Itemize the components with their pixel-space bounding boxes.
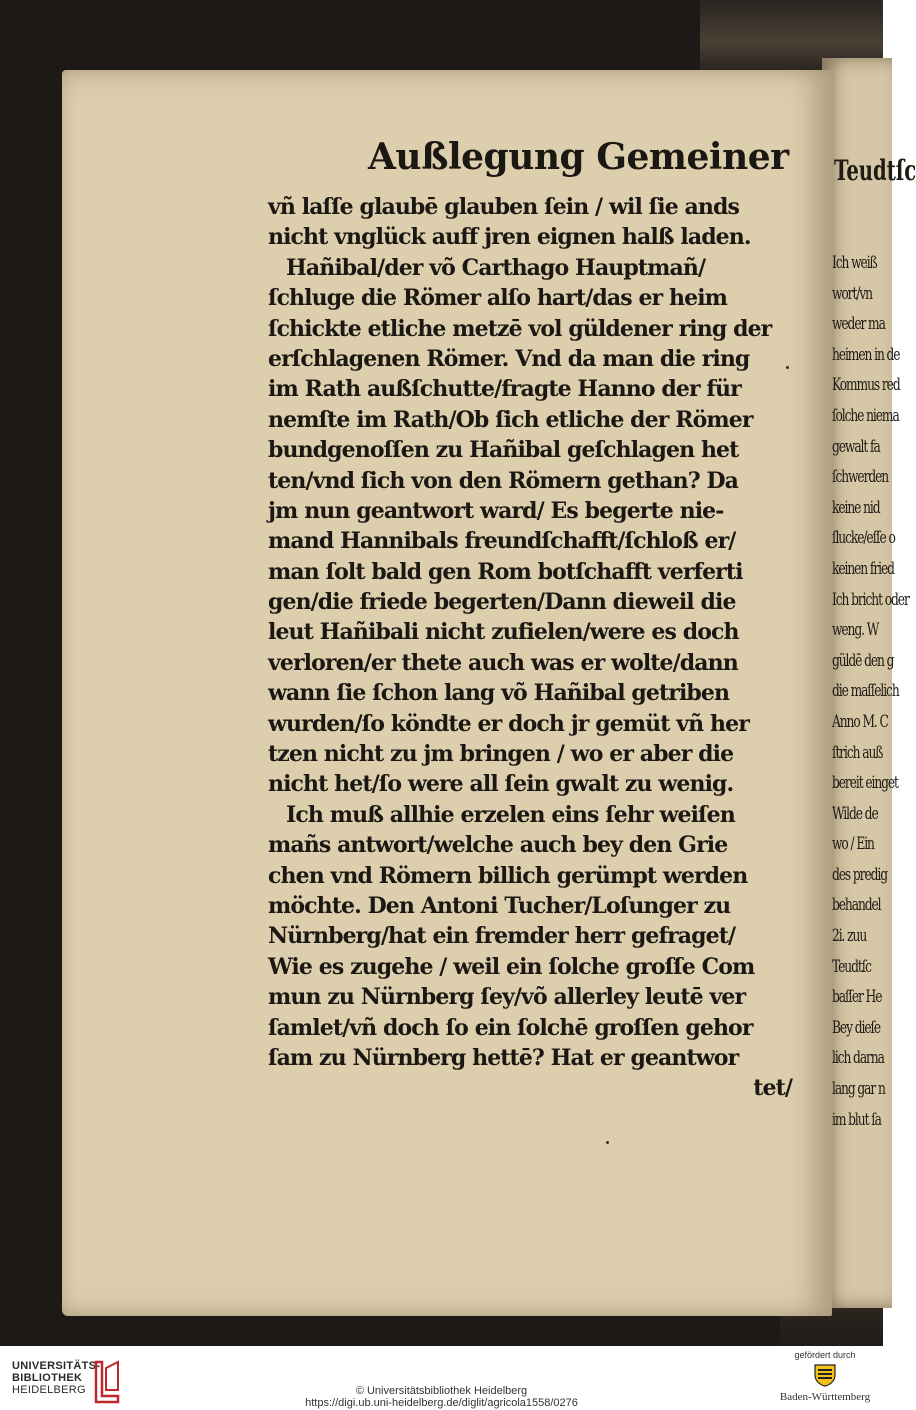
facing-text-line: lang gar n [832, 1079, 885, 1100]
text-line: ſchickte etliche metzē vol güldener ring der [268, 315, 772, 342]
library-name-line3: HEIDELBERG [12, 1384, 86, 1396]
text-line: mun zu Nürnberg ſey/võ allerley leutē ver [268, 984, 746, 1011]
page-text [268, 192, 794, 1104]
text-line: gen/die friede begerten/Dann dieweil die [268, 589, 736, 616]
funded-by-label: gefördert durch [794, 1350, 856, 1360]
ink-speck [606, 1141, 609, 1144]
facing-text-line: im blut ſa [832, 1109, 881, 1130]
text-line: man ſolt bald gen Rom botſchafft verferti [268, 558, 743, 585]
text-line: möchte. Den Antoni Tucher/Loſunger zu [268, 892, 731, 919]
text-line: jm nun geantwort ward/ Es begerte nie- [268, 497, 724, 524]
facing-text-line: Ich weiß [832, 253, 877, 273]
facing-text-line: ſolche niema [832, 405, 899, 426]
text-line: nemſte im Rath/Ob ſich etliche der Römer [268, 406, 753, 433]
facing-text-line: Teudtſc [832, 956, 871, 977]
text-line: Nürnberg/hat ein fremder herr gefraget/ [268, 923, 736, 950]
text-line: nicht het/ſo were all ſein gwalt zu wenig. [268, 771, 734, 798]
copyright-text: © Universitätsbibliothek Heidelberg [355, 1385, 528, 1397]
facing-page [822, 58, 916, 1308]
text-line: im Rath außſchutte/fragte Hanno der für [268, 376, 741, 403]
facing-text-line: wo / Ein [832, 834, 874, 855]
ink-speck [786, 366, 789, 369]
text-line: vñ laſſe glaubē glauben ſein / wil ſie ands [268, 194, 739, 220]
facing-page-text [832, 248, 909, 1135]
text-line: ſchluge die Römer alſo hart/das er heim [268, 285, 728, 312]
text-line: leut Hañibali nicht zufielen/were es doch [268, 619, 739, 646]
text-line: verloren/er thete auch was er wolte/dann [268, 649, 738, 676]
text-line: chen vnd Römern billich gerümpt werden [268, 862, 748, 889]
facing-text-line: Bey dieſe [832, 1017, 881, 1038]
facing-text-line: behandel [832, 895, 881, 916]
funder-name: Baden-Württemberg [779, 1391, 871, 1403]
text-line: mand Hannibals freundſchafft/ſchloß er/ [268, 528, 736, 555]
facing-text-line: Kommus red [832, 375, 900, 396]
facing-text-line: ſtrich auß [832, 742, 883, 763]
facing-text-line: wort/vn [832, 283, 872, 304]
library-name-line1: UNIVERSITÄTS- [12, 1360, 101, 1372]
text-line: nicht vnglück auff jren eignen halß laden. [268, 224, 751, 251]
text-line: wann ſie ſchon lang võ Hañibal getriben [268, 680, 730, 707]
facing-text-line: ſchwerden [832, 467, 889, 488]
text-line: Wie es zugehe / weil ein ſolche groſſe Com [268, 953, 755, 980]
bw-coat-of-arms-icon [812, 1363, 838, 1387]
facing-text-line: weng. W [832, 620, 879, 641]
facing-text-line: keinen fried [832, 558, 894, 579]
facing-text-line: lich darna [832, 1048, 884, 1069]
facing-text-line: bereit einget [832, 773, 898, 794]
facing-text-line: Anno M. C [832, 711, 888, 732]
facing-text-line: 2i. zuu [832, 926, 867, 947]
facing-text-line: des predig [832, 864, 887, 885]
text-line: Ich muß allhie erzelen eins ſehr weiſen [286, 801, 735, 828]
library-name-line2: BIBLIOTHEK [12, 1372, 83, 1384]
facing-text-line: keine nid [832, 497, 880, 518]
facing-text-line: die maſſelich [832, 681, 899, 702]
facing-text-line: Wilde de [832, 803, 878, 824]
text-line: mañs antwort/welche auch bey den Grie [268, 832, 728, 859]
facing-text-line: Ich bricht oder [832, 589, 909, 610]
text-line: ſam zu Nürnberg hettē? Hat er geantwor [268, 1044, 739, 1071]
text-line: wurden/ſo köndte er doch jr gemüt vñ her [268, 710, 749, 737]
page-header: Außlegung Gemeiner [368, 136, 789, 178]
text-line: bundgenoſſen zu Hañibal geſchlagen het [268, 437, 739, 464]
facing-text-line: güldē den g [832, 650, 894, 671]
funder-block[interactable] [770, 1350, 880, 1403]
facing-text-line: gewalt fa [832, 436, 880, 457]
text-line: ſamlet/vñ doch ſo ein ſolchē groſſen gehor [268, 1014, 753, 1041]
facing-text-line: ſlucke/eſſe o [832, 528, 895, 549]
text-line: tzen nicht zu jm bringen / wo er aber die [268, 741, 734, 768]
text-line: ten/vnd ſich von den Römern gethan? Da [268, 467, 738, 494]
permalink[interactable]: https://digi.ub.uni-heidelberg.de/diglit/agricola1558/0276 [305, 1397, 578, 1409]
facing-text-line: baſſer He [832, 987, 882, 1008]
facing-page-header: Teudtſc [834, 154, 916, 187]
facing-text-line: weder ma [832, 314, 885, 335]
facing-text-line: heimen in de [832, 344, 900, 365]
copyright-block [0, 1385, 883, 1409]
text-line: erſchlagenen Römer. Vnd da man die ring [268, 345, 750, 372]
text-line: Hañibal/der võ Carthago Hauptmañ/ [286, 254, 706, 281]
catchword: tet/ [753, 1075, 792, 1102]
